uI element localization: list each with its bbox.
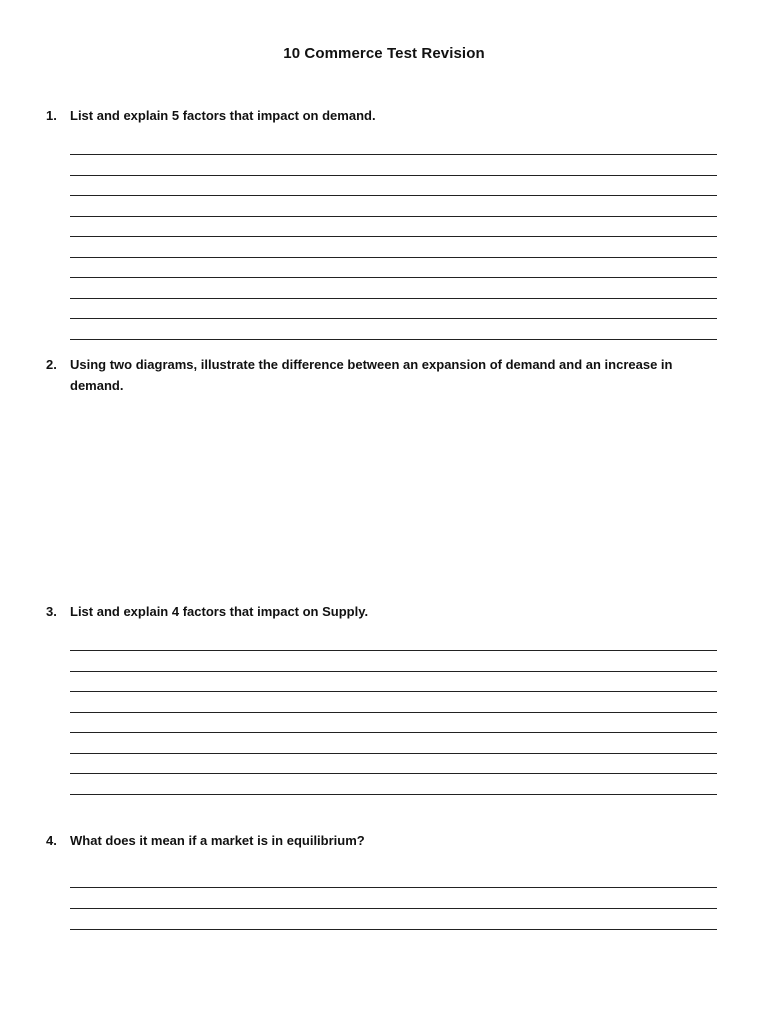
answer-line [70, 154, 717, 155]
answer-line [70, 753, 717, 754]
question-1 [46, 105, 718, 126]
answer-line [70, 794, 717, 795]
question-1-number: 1. [46, 108, 57, 123]
answer-line [70, 339, 717, 340]
answer-line [70, 195, 717, 196]
question-4-number: 4. [46, 833, 57, 848]
question-3-number: 3. [46, 604, 57, 619]
question-2-text: Using two diagrams, illustrate the difference between an expansion of demand and an increase in demand. [70, 357, 673, 393]
answer-line [70, 712, 717, 713]
question-3-text: List and explain 4 factors that impact on Supply. [70, 604, 369, 619]
question-3 [46, 601, 718, 622]
answer-line [70, 318, 717, 319]
answer-line [70, 277, 717, 278]
question-2 [46, 354, 718, 396]
question-4-heading [46, 830, 718, 851]
question-1-heading [46, 105, 718, 126]
answer-line [70, 650, 717, 651]
answer-line [70, 691, 717, 692]
answer-line [70, 732, 717, 733]
answer-line [70, 671, 717, 672]
question-4-text: What does it mean if a market is in equilibrium? [70, 833, 365, 848]
question-2-heading [46, 354, 718, 396]
question-4 [46, 830, 718, 851]
answer-line [70, 298, 717, 299]
question-3-heading [46, 601, 718, 622]
answer-line [70, 929, 717, 930]
answer-line [70, 908, 717, 909]
worksheet-title: 10 Commerce Test Revision [283, 45, 485, 62]
answer-line [70, 257, 717, 258]
answer-line [70, 773, 717, 774]
question-2-number: 2. [46, 357, 57, 372]
answer-line [70, 236, 717, 237]
question-1-text: List and explain 5 factors that impact on demand. [70, 108, 376, 123]
answer-line [70, 175, 717, 176]
answer-line [70, 887, 717, 888]
answer-line [70, 216, 717, 217]
